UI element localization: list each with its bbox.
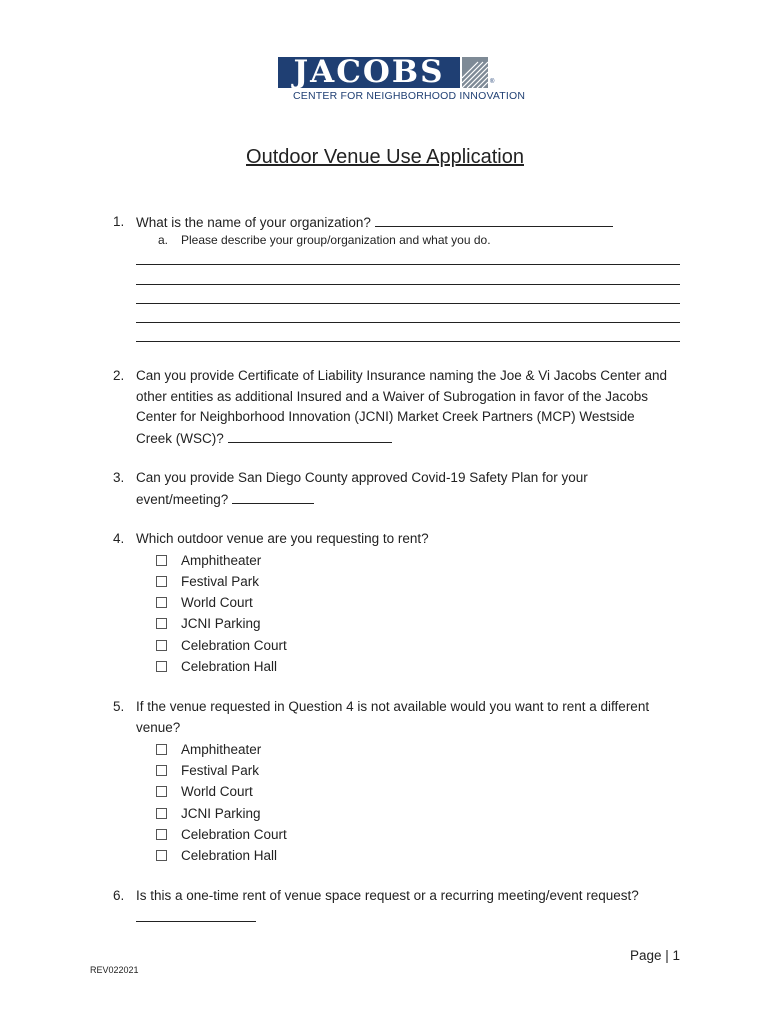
revision-code: REV022021 xyxy=(90,965,139,975)
question-text-line: Can you provide San Diego County approved Covid-19 Safety Plan for your xyxy=(136,470,588,485)
venue-option-festival-park[interactable] xyxy=(156,571,259,592)
question-text-line: venue? xyxy=(136,719,181,735)
jacobs-logo xyxy=(278,54,526,103)
venue-option-world-court[interactable] xyxy=(156,592,253,613)
alt-venue-option-celebration-court[interactable] xyxy=(156,824,287,845)
logo-wordmark: JACOBS xyxy=(278,57,460,88)
alt-venue-option-world-court[interactable] xyxy=(156,781,253,802)
logo-mark xyxy=(278,54,495,90)
option-label: Festival Park xyxy=(181,574,260,589)
question-text-line: other entities as additional Insured and a Waiver of Subrogation in favor of the Jacobs xyxy=(136,388,649,404)
option-label: Festival Park xyxy=(181,763,260,778)
question-number: 4. xyxy=(113,531,125,546)
checkbox[interactable] xyxy=(156,765,167,776)
sub-question-text: Please describe your group/organization and what you do. xyxy=(181,233,491,247)
question-number: 1. xyxy=(113,214,125,229)
insurance-answer-field[interactable] xyxy=(228,428,392,443)
checkbox[interactable] xyxy=(156,744,167,755)
option-label: World Court xyxy=(181,784,253,799)
option-label: Celebration Court xyxy=(181,827,287,842)
checkbox[interactable] xyxy=(156,576,167,587)
question-text-line: Center for Neighborhood Innovation (JCNI) Market Creek Partners (MCP) Westside xyxy=(136,409,635,424)
checkbox[interactable] xyxy=(156,640,167,651)
logo-subtitle: CENTER FOR NEIGHBORHOOD INNOVATION xyxy=(293,90,526,102)
answer-line[interactable] xyxy=(136,322,680,323)
option-label: Amphitheater xyxy=(181,742,262,757)
question-text-line: Can you provide Certificate of Liability Insurance naming the Joe & Vi Jacobs Center and xyxy=(136,368,668,383)
registered-mark: ® xyxy=(490,79,495,85)
question-text-line: event/meeting? xyxy=(136,491,229,507)
question-number: 3. xyxy=(113,470,125,485)
option-label: Amphitheater xyxy=(181,553,262,568)
checkbox[interactable] xyxy=(156,555,167,566)
question-number: 6. xyxy=(113,888,125,903)
option-label: Celebration Court xyxy=(181,638,287,653)
logo-lines-icon xyxy=(462,57,488,88)
option-label: World Court xyxy=(181,595,253,610)
page-title: Outdoor Venue Use Application xyxy=(246,146,524,168)
alt-venue-option-festival-park[interactable] xyxy=(156,760,259,781)
question-text: Is this a one-time rent of venue space request or a recurring meeting/event request? xyxy=(136,888,639,903)
option-label: JCNI Parking xyxy=(181,806,261,821)
safety-plan-answer-field[interactable] xyxy=(232,489,314,504)
venue-option-amphitheater[interactable] xyxy=(156,550,261,571)
alt-venue-option-jcni-parking[interactable] xyxy=(156,803,261,824)
page-number: Page | 1 xyxy=(629,948,680,963)
question-text-line: If the venue requested in Question 4 is not available would you want to rent a different xyxy=(136,699,650,714)
answer-line[interactable] xyxy=(136,303,680,304)
organization-name-field[interactable] xyxy=(375,212,613,227)
checkbox[interactable] xyxy=(156,597,167,608)
checkbox[interactable] xyxy=(156,786,167,797)
question-text-line: Creek (WSC)? xyxy=(136,430,224,446)
checkbox[interactable] xyxy=(156,850,167,861)
checkbox[interactable] xyxy=(156,618,167,629)
venue-option-jcni-parking[interactable] xyxy=(156,613,261,634)
answer-line[interactable] xyxy=(136,264,680,265)
checkbox[interactable] xyxy=(156,808,167,819)
question-number: 5. xyxy=(113,699,125,714)
question-text: What is the name of your organization? xyxy=(136,215,371,230)
alt-venue-option-celebration-hall[interactable] xyxy=(156,845,277,866)
question-number: 2. xyxy=(113,368,125,383)
answer-line[interactable] xyxy=(136,341,680,342)
checkbox[interactable] xyxy=(156,661,167,672)
venue-option-celebration-court[interactable] xyxy=(156,635,287,656)
checkbox[interactable] xyxy=(156,829,167,840)
option-label: JCNI Parking xyxy=(181,616,261,631)
question-text: Which outdoor venue are you requesting to rent? xyxy=(136,531,429,546)
sub-letter: a. xyxy=(158,233,169,247)
rental-type-answer-field[interactable] xyxy=(136,907,256,922)
answer-line[interactable] xyxy=(136,284,680,285)
alt-venue-option-amphitheater[interactable] xyxy=(156,739,261,760)
venue-option-celebration-hall[interactable] xyxy=(156,656,277,677)
option-label: Celebration Hall xyxy=(181,848,278,863)
option-label: Celebration Hall xyxy=(181,659,278,674)
